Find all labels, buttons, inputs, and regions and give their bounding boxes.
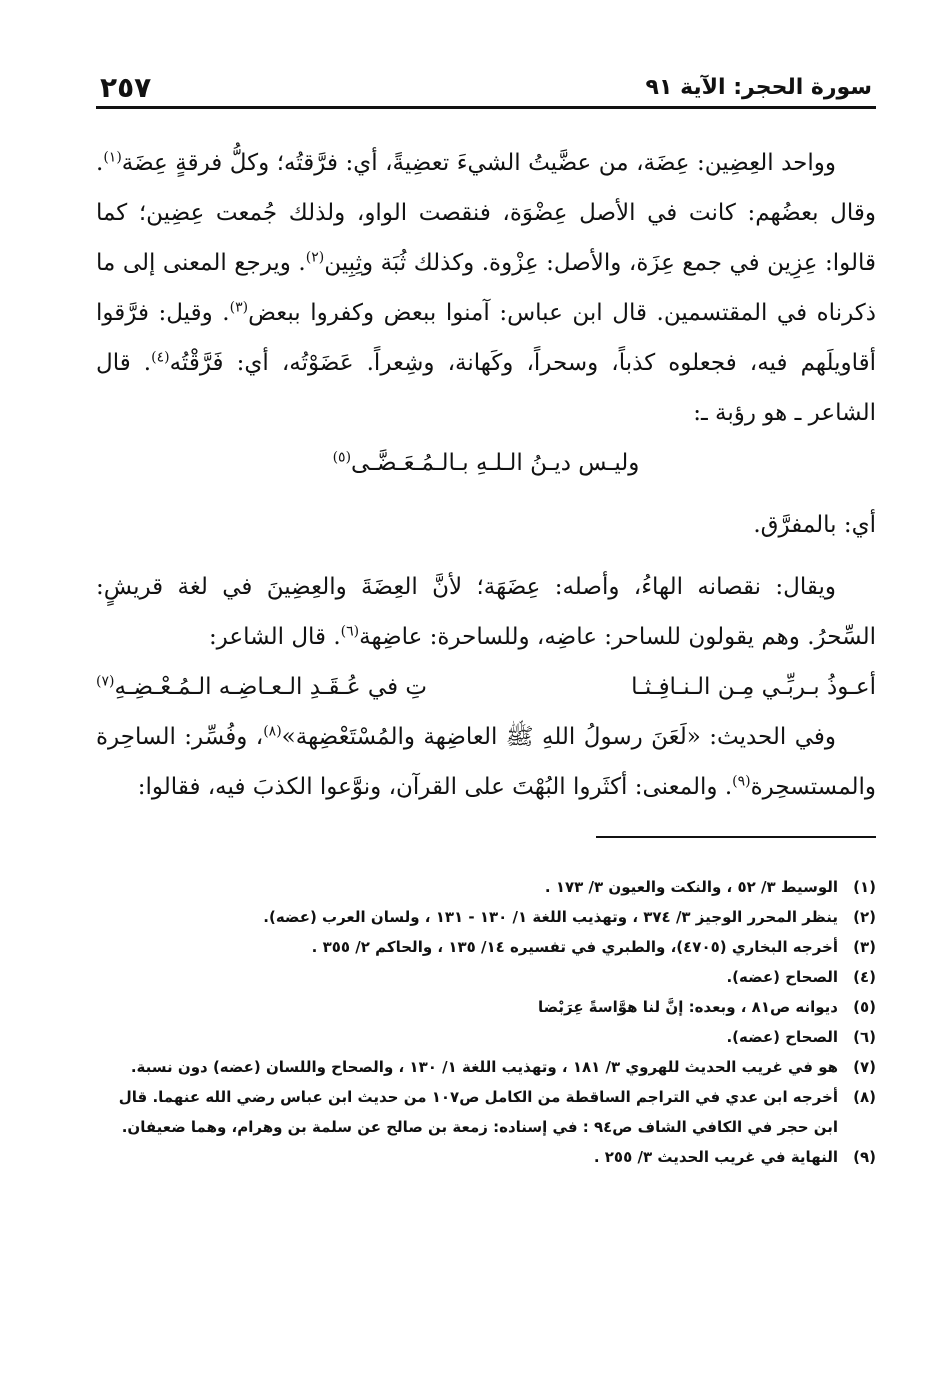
footnote-text: هو في غريب الحديث للهروي ٣/ ١٨١ ، وتهذيب اللغة ١/ ١٣٠ ، والصحاح واللسان (عضه) دون نسبة. <box>130 1058 838 1076</box>
footnote-number: (٢) <box>853 908 876 926</box>
footnote-number: (٩) <box>853 1148 876 1166</box>
text-run: وواحد العِضِين: عِضَة، من عضَّيتُ الشيءَ تعضِيةً، أي: فرَّقتُه؛ وكلُّ فرقةٍ عِضَة <box>121 150 836 176</box>
footnote <box>96 1142 876 1172</box>
footnote <box>96 1052 876 1082</box>
footnote-ref: (٨) <box>263 723 282 740</box>
text-run: . ويرجع المعنى إلى ما ذكرناه في المقتسمين. قال ابن عباس: آمنوا ببعض وكفروا ببعض <box>96 250 876 326</box>
footnote-text: الصحاح (عضه). <box>726 1028 838 1046</box>
footnote-separator <box>596 836 876 838</box>
footnote-number: (٤) <box>853 968 876 986</box>
footnote-text: ديوانه ص٨١ ، وبعده: إنَّ لنا هوَّاسةً عِرَبْضا <box>537 998 838 1016</box>
footnote <box>96 962 876 992</box>
footnote-ref: (٤) <box>151 349 170 366</box>
text-run: . وقال بعضُهم: كانت في الأصل عِضْوَة، فنقصت الواو، ولذلك جُمعت عِضِين؛ كما قالوا: عِزِين في جمع عِزَة، والأصل: عِزْوة. وكذلك ثُبَة وثِبِين <box>96 150 877 276</box>
footnote <box>96 932 876 962</box>
text-run: ، وفُسِّر: الساحِرة والمستسحِرة <box>96 724 876 800</box>
footnote-ref: (٩) <box>732 773 751 790</box>
footnote <box>96 1022 876 1052</box>
footnote-text: النهاية في غريب الحديث ٣/ ٢٥٥ . <box>593 1148 838 1166</box>
footnote-ref: (٣) <box>229 299 249 316</box>
footnote-ref: (٧) <box>96 673 115 690</box>
footnote-text: الصحاح (عضه). <box>726 968 838 986</box>
text-run: . قال الشاعر: <box>208 624 341 650</box>
text-run: . قال الشاعر ـ هو رؤبة ـ: <box>96 350 876 426</box>
verse-line <box>96 438 876 488</box>
paragraph-4 <box>96 712 876 812</box>
footnote-ref: (٢) <box>305 249 325 266</box>
footnote-number: (٣) <box>853 938 876 956</box>
verse-hemistich-left <box>96 662 427 712</box>
footnote-ref: (٦) <box>340 623 360 640</box>
verse-couplet <box>96 662 876 712</box>
main-text <box>96 138 876 812</box>
footnote-number: (٧) <box>853 1058 876 1076</box>
text-run: . وقيل: فرَّقوا أقاويلَهم فيه، فجعلوه كذباً، وسحراً، وكَهانة، وشِعراً. عَضَوْتُه، أي: فَرَّقْتُه <box>96 300 876 376</box>
footnote <box>96 872 876 902</box>
paragraph-3 <box>96 562 876 662</box>
footnote-number: (٨) <box>853 1088 876 1106</box>
footnote-text: أخرجه ابن عدي في التراجم الساقطة من الكامل ص١٠٧ من حديث ابن عباس رضي الله عنهما. قال ابن حجر في الكافي الشاف ص٩٤ : في إسناده: زمعة بن صالح عن سلمة بن وهرام، وهما ضعيفان. <box>118 1088 838 1136</box>
footnote-ref: (١) <box>103 149 122 166</box>
footnote-text: ينظر المحرر الوجيز ٣/ ٣٧٤ ، وتهذيب اللغة ١/ ١٣٠ - ١٣١ ، ولسان العرب (عضه). <box>263 908 838 926</box>
footnote <box>96 1082 876 1142</box>
paragraph-1 <box>96 138 876 438</box>
text-run: وفي الحديث: «لَعَنَ رسولُ اللهِ ﷺ العاضِهة والمُسْتَعْضِهة» <box>281 724 836 750</box>
verse-text: تِ في عُـقَـدِ الـعـاضِـه الـمُـعْـضِـهِ <box>114 674 428 700</box>
footnote-number: (٥) <box>853 998 876 1016</box>
paragraph-2 <box>96 500 876 550</box>
page-number: ٢٥٧ <box>100 71 152 104</box>
footnote-ref: (٥) <box>332 449 352 466</box>
footnote-number: (٦) <box>853 1028 876 1046</box>
page-header <box>96 62 876 109</box>
footnote-text: أخرجه البخاري (٤٧٠٥)، والطبري في تفسيره ١٤/ ١٣٥ ، والحاكم ٢/ ٣٥٥ . <box>311 938 838 956</box>
footnote <box>96 902 876 932</box>
footnotes <box>96 872 876 1172</box>
running-title: سورة الحجر: الآية ٩١ <box>645 75 872 100</box>
text-run: أي: بالمفرَّق. <box>753 512 876 538</box>
verse-hemistich-right: أعـوذُ بـربِّـي مِـن الـنـافِـثـا <box>631 674 876 700</box>
footnote-text: الوسيط ٣/ ٥٢ ، والنكت والعيون ٣/ ١٧٣ . <box>544 878 838 896</box>
footnote-number: (١) <box>853 878 876 896</box>
footnote <box>96 992 876 1022</box>
text-run: . والمعنى: أكثَروا البُهْتَ على القرآن، ونوَّعوا الكذبَ فيه، فقالوا: <box>137 774 733 800</box>
verse-text: وليـس ديـنُ الـلـهِ بـالـمُـعَـضَّـى <box>351 450 640 476</box>
text-run: ويقال: نقصانه الهاءُ، وأصله: عِضَهَة؛ لأنَّ العِضَةَ والعِضِينَ في لغة قريشٍ: السِّحرُ. وهم يقولون للساحر: عاضِه، وللساحرة: عاضِهة <box>96 574 876 650</box>
